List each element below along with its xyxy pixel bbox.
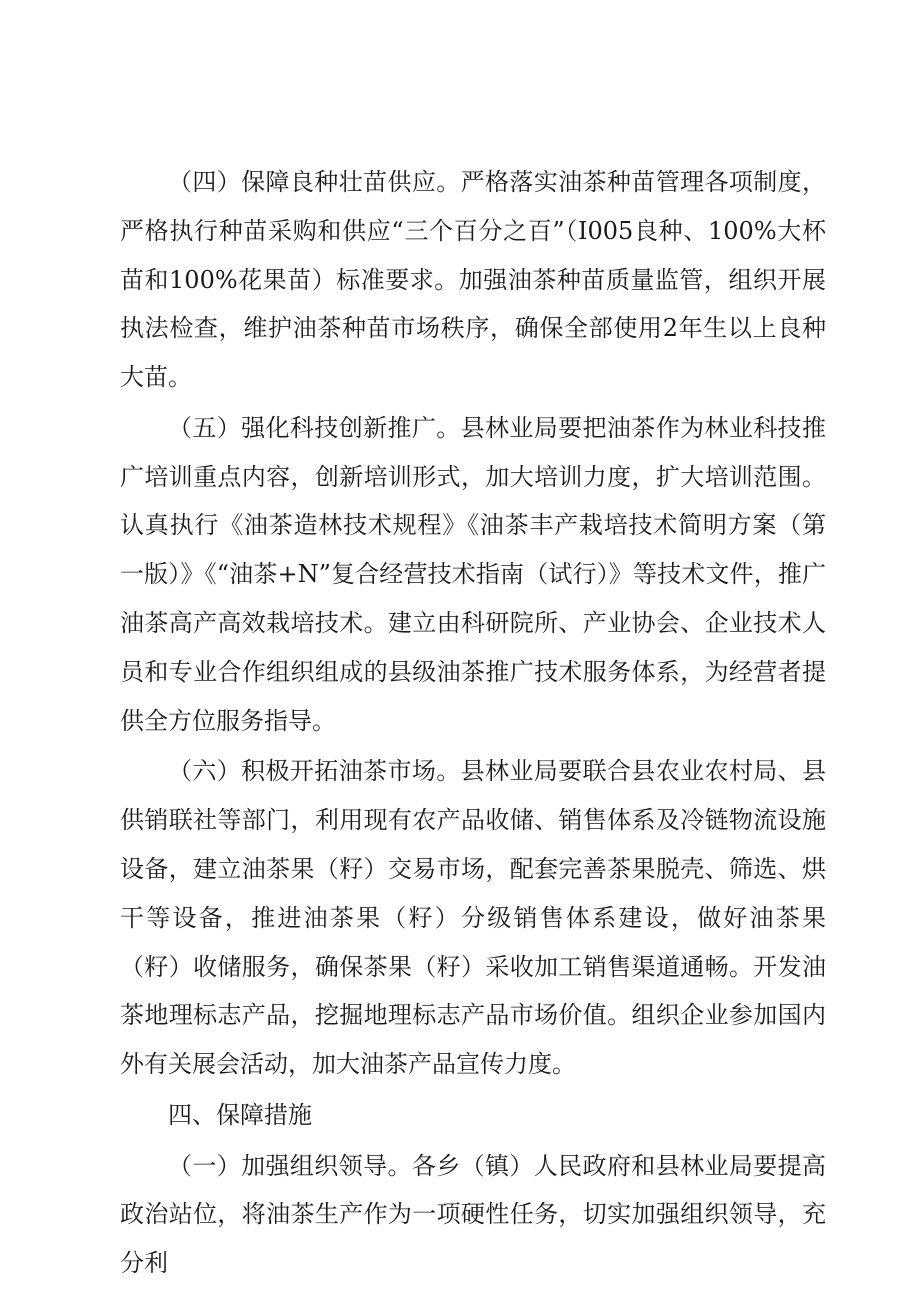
paragraph-organization-leadership: （一）加强组织领导。各乡（镇）人民政府和县林业局要提高政治站位，将油茶生产作为一项硬性任务，切实加强组织领导，充分利 [120,1151,826,1278]
paragraph-seedling-supply: （四）保障良种壮苗供应。严格落实油茶种苗管理各项制度，严格执行种苗采购和供应“三个百分之百”（I005良种、100%大杯苗和100%花果苗）标准要求。加强油茶种苗质量监管，组织开展执法检查，维护油茶种苗市场秩序，确保全部使用2年生以上良种大苗。 [120,168,826,392]
document-body [120,158,826,1290]
paragraph-tech-promotion: （五）强化科技创新推广。县林业局要把油茶作为林业科技推广培训重点内容，创新培训形式，加大培训力度，扩大培训范围。认真执行《油茶造林技术规程》《油茶丰产栽培技术简明方案（第一版）》《“油茶+N”复合经营技术指南（试行）》等技术文件，推广油茶高产高效栽培技术。建立由科研院所、产业协会、企业技术人员和专业合作组织组成的县级油茶推广技术服务体系，为经营者提供全方位服务指导。 [120,413,826,735]
section-heading: 四、保障措施 [168,1100,312,1129]
paragraph-market-expansion: （六）积极开拓油茶市场。县林业局要联合县农业农村局、县供销联社等部门，利用现有农产品收储、销售体系及冷链物流设施设备，建立油茶果（籽）交易市场，配套完善茶果脱壳、筛选、烘干等设备，推进油茶果（籽）分级销售体系建设，做好油茶果（籽）收储服务，确保茶果（籽）采收加工销售渠道通畅。开发油茶地理标志产品，挖掘地理标志产品市场价值。组织企业参加国内外有关展会活动，加大油茶产品宣传力度。 [120,757,826,1079]
